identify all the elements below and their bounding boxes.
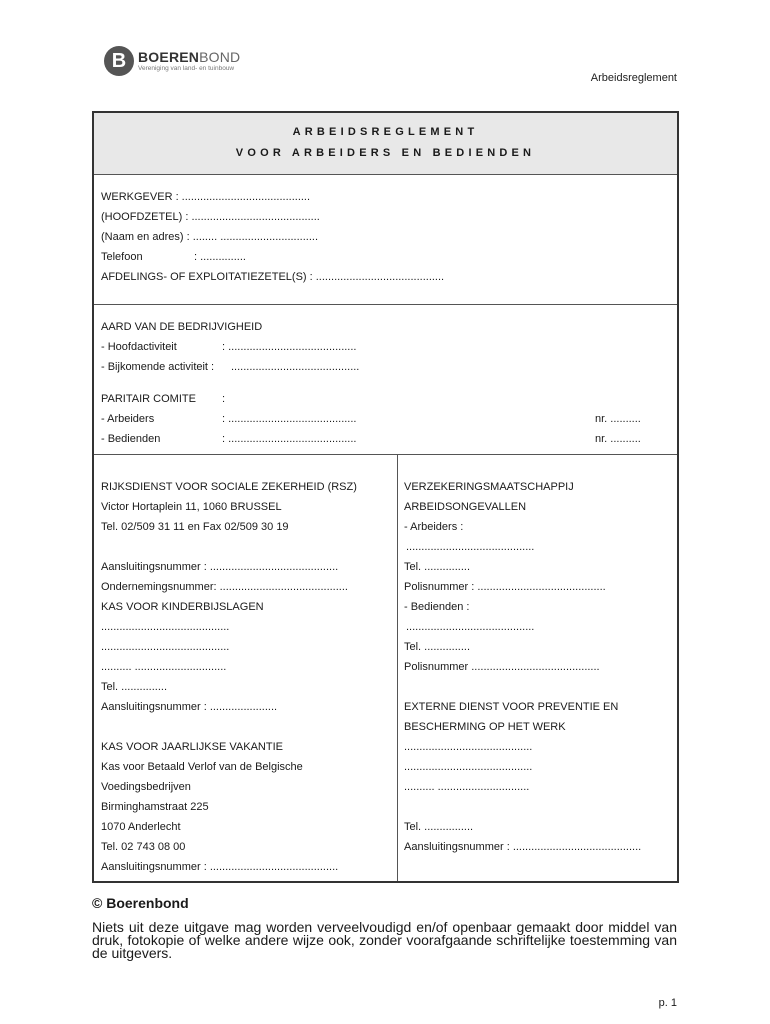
logo-tagline: Vereniging van land- en tuinbouw <box>138 64 235 72</box>
paritair-label: PARITAIR COMITE <box>101 393 196 405</box>
vakantie-aansluitingsnummer: Aansluitingsnummer : .......................................... <box>101 861 339 873</box>
title-line-1: ARBEIDSREGLEMENT <box>292 126 479 138</box>
naam-adres-field: (Naam en adres) : ........ ................................ <box>101 231 319 243</box>
externe-dots-3: .......... .............................. <box>404 781 530 793</box>
bijkomende-label: - Bijkomende activiteit : <box>101 361 215 373</box>
kas-betaald-verlof: Kas voor Betaald Verlof van de Belgische <box>101 761 303 773</box>
kinder-dots-3: .......... .............................. <box>101 661 227 673</box>
boerenbond-logo <box>104 46 240 76</box>
verz-bedienden-tel: Tel. ............... <box>404 641 471 653</box>
rsz-title: RIJKSDIENST VOOR SOCIALE ZEKERHEID (RSZ) <box>101 481 357 493</box>
verz-arbeiders-label: - Arbeiders : <box>404 521 464 533</box>
bijkomende-value: .......................................... <box>231 361 360 373</box>
kinder-dots-2: .......................................... <box>101 641 230 653</box>
externe-dienst-title-1: EXTERNE DIENST VOOR PREVENTIE EN <box>404 701 619 713</box>
bedienden-label: - Bedienden <box>101 433 161 445</box>
logo-name-bold: BOEREN <box>138 48 200 65</box>
verz-arbeiders-polis: Polisnummer : .......................................... <box>404 581 606 593</box>
arbeiders-nr: nr. .......... <box>595 413 641 425</box>
werkgever-field: WERKGEVER : .......................................... <box>101 191 311 203</box>
vakantie-gemeente: 1070 Anderlecht <box>101 821 181 833</box>
voedingsbedrijven: Voedingsbedrijven <box>101 781 191 793</box>
verzekering-title-2: ARBEIDSONGEVALLEN <box>404 501 527 513</box>
bedienden-nr: nr. .......... <box>595 433 641 445</box>
externe-aansluitingsnummer: Aansluitingsnummer : .......................................... <box>404 841 642 853</box>
verzekering-title-1: VERZEKERINGSMAATSCHAPPIJ <box>404 481 574 493</box>
title-line-2: VOOR ARBEIDERS EN BEDIENDEN <box>235 147 536 159</box>
rsz-aansluitingsnummer: Aansluitingsnummer : .......................................... <box>101 561 339 573</box>
hoofdzetel-field: (HOOFDZETEL) : .......................................... <box>101 211 320 223</box>
rsz-address: Victor Hortaplein 11, 1060 BRUSSEL <box>101 501 282 513</box>
copyright-heading: © Boerenbond <box>92 895 189 911</box>
verz-bedienden-dots: .......................................... <box>406 621 535 633</box>
document-label: Arbeidsreglement <box>590 72 677 84</box>
page-number: p. 1 <box>658 997 677 1009</box>
vakantie-straat: Birminghamstraat 225 <box>101 801 209 813</box>
kinder-aansluitingsnummer: Aansluitingsnummer : ...................... <box>101 701 278 713</box>
kas-kinderbijslagen-title: KAS VOOR KINDERBIJSLAGEN <box>101 601 264 613</box>
arbeiders-label: - Arbeiders <box>101 413 155 425</box>
kas-vakantie-title: KAS VOOR JAARLIJKSE VAKANTIE <box>101 741 283 753</box>
copyright-notice: Niets uit deze uitgave mag worden verveelvoudigd en/of openbaar gemaakt door middel van druk, fotokopie of welke andere wijze ook, zonder voorafgaande schriftelijke toestemming van de uitgevers. <box>92 919 677 961</box>
logo-name-light: BOND <box>199 48 241 65</box>
employer-section <box>94 174 677 305</box>
ondernemingsnummer: Ondernemingsnummer: .......................................... <box>101 581 348 593</box>
verz-arbeiders-dots: .......................................... <box>406 541 535 553</box>
hoofdactiviteit-label: - Hoofdactiviteit <box>101 341 177 353</box>
rsz-tel: Tel. 02/509 31 11 en Fax 02/509 30 19 <box>101 521 289 533</box>
logo-mark-icon: B <box>104 46 134 76</box>
activity-heading: AARD VAN DE BEDRIJVIGHEID <box>101 321 263 333</box>
paritair-value: : <box>222 393 226 405</box>
verz-bedienden-label: - Bedienden : <box>404 601 470 613</box>
hoofdactiviteit-value: : .......................................... <box>222 341 357 353</box>
regulation-form <box>92 111 679 883</box>
bedienden-value: : .......................................... <box>222 433 357 445</box>
afdelingen-field: AFDELINGS- OF EXPLOITATIEZETEL(S) : .......................................... <box>101 271 445 283</box>
externe-dienst-title-2: BESCHERMING OP HET WERK <box>404 721 566 733</box>
logo-name <box>138 50 240 64</box>
telefoon-value: : ............... <box>194 251 246 263</box>
externe-dots-2: .......................................... <box>404 761 533 773</box>
verz-bedienden-polis: Polisnummer .......................................... <box>404 661 600 673</box>
arbeiders-value: : .......................................... <box>222 413 357 425</box>
institutions-section <box>94 454 677 881</box>
kinder-dots-1: .......................................... <box>101 621 230 633</box>
telefoon-label: Telefoon <box>101 251 143 263</box>
verz-arbeiders-tel: Tel. ............... <box>404 561 471 573</box>
externe-tel: Tel. ................ <box>404 821 474 833</box>
activity-section <box>94 304 677 455</box>
externe-dots-1: .......................................... <box>404 741 533 753</box>
column-divider <box>397 454 398 881</box>
vakantie-tel: Tel. 02 743 08 00 <box>101 841 186 853</box>
title-box <box>94 113 677 175</box>
kinder-tel: Tel. ............... <box>101 681 168 693</box>
